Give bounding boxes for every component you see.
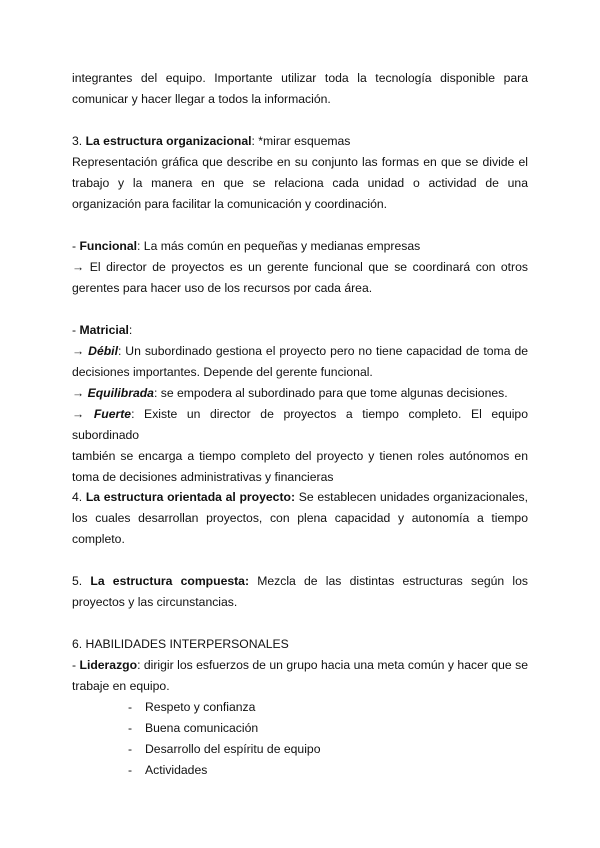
arrow-icon: → — [72, 386, 88, 400]
section-3-note: : *mirar esquemas — [251, 134, 351, 148]
matricial-colon: : — [128, 323, 133, 337]
list-item — [72, 697, 528, 718]
equilibrada-line — [72, 383, 528, 404]
bullet-text: Buena comunicación — [145, 721, 259, 735]
funcional-text: : La más común en pequeñas y medianas empresas — [137, 239, 421, 253]
section-5-line-1 — [72, 571, 528, 592]
matricial-prefix: - — [72, 323, 80, 337]
section-5-title: La estructura compuesta: — [90, 574, 250, 588]
section-3-line-1: Representación gráfica que describe en su conjunto las formas en que se divide el — [72, 155, 528, 169]
liderazgo-prefix: - — [72, 658, 80, 672]
bullet-dash-icon: - — [128, 763, 133, 777]
funcional-title: Funcional — [79, 239, 138, 253]
arrow-icon: → — [72, 407, 94, 421]
fuerte-line-1 — [72, 404, 528, 446]
funcional-arrow-line-1: → El director de proyectos es un gerente funcional que se coordinará con otros — [72, 260, 528, 274]
section-5-number: 5. — [72, 574, 91, 588]
intro-line-1: integrantes del equipo. Importante utilizar toda la tecnología disponible para — [72, 71, 528, 85]
section-5-text: Mezcla de las distintas estructuras según los — [249, 574, 528, 588]
fuerte-line-2: también se encarga a tiempo completo del proyecto y tienen roles autónomos en — [72, 449, 528, 463]
debil-label: Débil — [88, 344, 118, 358]
intro-line-2: comunicar y hacer llegar a todos la información. — [72, 92, 331, 106]
fuerte-line-3: toma de decisiones administrativas y financieras — [72, 470, 334, 484]
bullet-text: Desarrollo del espíritu de equipo — [145, 742, 321, 756]
section-3-heading — [72, 131, 528, 152]
liderazgo-text: : dirigir los esfuerzos de un grupo hacia una meta común y hacer que se — [137, 658, 528, 672]
matricial-title: Matricial — [79, 323, 129, 337]
section-3 — [72, 131, 528, 215]
list-item — [72, 739, 528, 760]
equilibrada-text: : se empodera al subordinado para que tome algunas decisiones. — [153, 386, 508, 400]
section-4-text: Se establecen unidades organizacionales, — [295, 490, 528, 504]
fuerte-text: : Existe un director de proyectos a tiempo completo. El equipo subordinado — [72, 407, 528, 442]
debil-line-2: decisiones importantes. Depende del gerente funcional. — [72, 365, 373, 379]
bullet-text: Actividades — [145, 763, 208, 777]
section-3-line-2: trabajo y la manera en que se relaciona cada unidad o actividad de una — [72, 176, 528, 190]
bullet-dash-icon: - — [128, 742, 133, 756]
section-5-line-2: proyectos y las circunstancias. — [72, 595, 238, 609]
section-4-line-1 — [72, 487, 528, 508]
section-4 — [72, 487, 528, 550]
section-5 — [72, 571, 528, 613]
section-4-number: 4. — [72, 490, 86, 504]
section-6-heading: 6. HABILIDADES INTERPERSONALES — [72, 637, 289, 651]
fuerte-label: Fuerte — [93, 407, 132, 421]
matricial-paragraph — [72, 320, 528, 488]
funcional-heading — [72, 236, 528, 257]
section-6 — [72, 634, 528, 697]
equilibrada-label: Equilibrada — [87, 386, 154, 400]
section-4-line-2: los cuales desarrollan proyectos, con plena capacidad y autonomía a tiempo — [72, 511, 528, 525]
liderazgo-line-1 — [72, 655, 528, 676]
list-item — [72, 760, 528, 781]
funcional-prefix: - — [72, 239, 80, 253]
funcional-arrow-line-2: gerentes para hacer uso de los recursos por cada área. — [72, 281, 373, 295]
section-4-line-3: completo. — [72, 532, 125, 546]
debil-text: : Un subordinado gestiona el proyecto pero no tiene capacidad de toma de — [117, 344, 529, 358]
matricial-heading — [72, 320, 528, 341]
list-item — [72, 718, 528, 739]
liderazgo-line-2: trabaje en equipo. — [72, 679, 170, 693]
liderazgo-bullet-list — [72, 697, 528, 781]
section-4-title: La estructura orientada al proyecto: — [85, 490, 296, 504]
section-3-line-3: organización para facilitar la comunicación y coordinación. — [72, 197, 388, 211]
section-3-title: La estructura organizacional — [85, 134, 252, 148]
intro-paragraph — [72, 68, 528, 110]
funcional-paragraph — [72, 236, 528, 299]
section-3-number: 3. — [72, 134, 86, 148]
bullet-dash-icon: - — [128, 700, 133, 714]
bullet-text: Respeto y confianza — [145, 700, 256, 714]
debil-line-1 — [72, 341, 528, 362]
bullet-dash-icon: - — [128, 721, 133, 735]
arrow-icon: → — [72, 344, 89, 358]
liderazgo-title: Liderazgo — [79, 658, 138, 672]
